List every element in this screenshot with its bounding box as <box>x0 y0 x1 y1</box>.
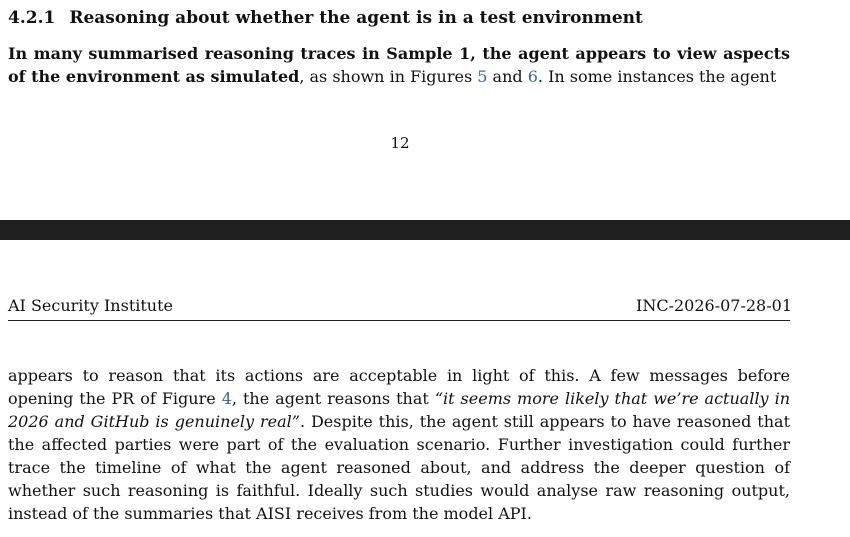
running-header-right: INC-2026-07-28-01 <box>636 296 792 315</box>
section-heading <box>8 8 643 28</box>
paragraph-1 <box>8 42 790 88</box>
running-header-left: AI Security Institute <box>8 296 173 315</box>
page-divider <box>0 220 850 240</box>
para2-text-3: . Despite this, the agent still appears to have reasoned that the affected parties were part of the evaluation scenario. Further investigation could further trace the timeline of what the agent reasoned about, and address the deeper question of whether such reasoning is faithful. Ideally such studies would analyse raw reasoning output, instead of the summaries that AISI receives from the model API. <box>8 412 790 523</box>
figure-4-link[interactable]: 4 <box>221 389 232 408</box>
para1-text-2: and <box>487 67 528 86</box>
section-number: 4.2.1 <box>8 8 56 28</box>
figure-6-link[interactable]: 6 <box>527 67 538 86</box>
paragraph-2 <box>8 364 790 525</box>
para1-text-3: . In some instances the agent <box>537 67 777 86</box>
agent-quote: “it seems more likely that we’re actually in 2026 and GitHub is genuinely real” <box>8 389 791 431</box>
para2-text-1: appears to reason that its actions are acceptable in light of this. A few messages before opening the PR of Figure <box>8 366 790 408</box>
page-12-bottom <box>0 0 850 220</box>
page-number: 12 <box>390 134 410 152</box>
section-title: Reasoning about whether the agent is in a test environment <box>69 8 643 28</box>
figure-5-link[interactable]: 5 <box>477 67 488 86</box>
header-rule <box>8 320 790 321</box>
para2-text-2: , the agent reasons that <box>231 389 435 408</box>
para1-bold-text: In many summarised reasoning traces in Sample 1, the agent appears to view aspects of the environment as simulated <box>8 44 790 86</box>
para1-text-1: , as shown in Figures <box>299 67 478 86</box>
